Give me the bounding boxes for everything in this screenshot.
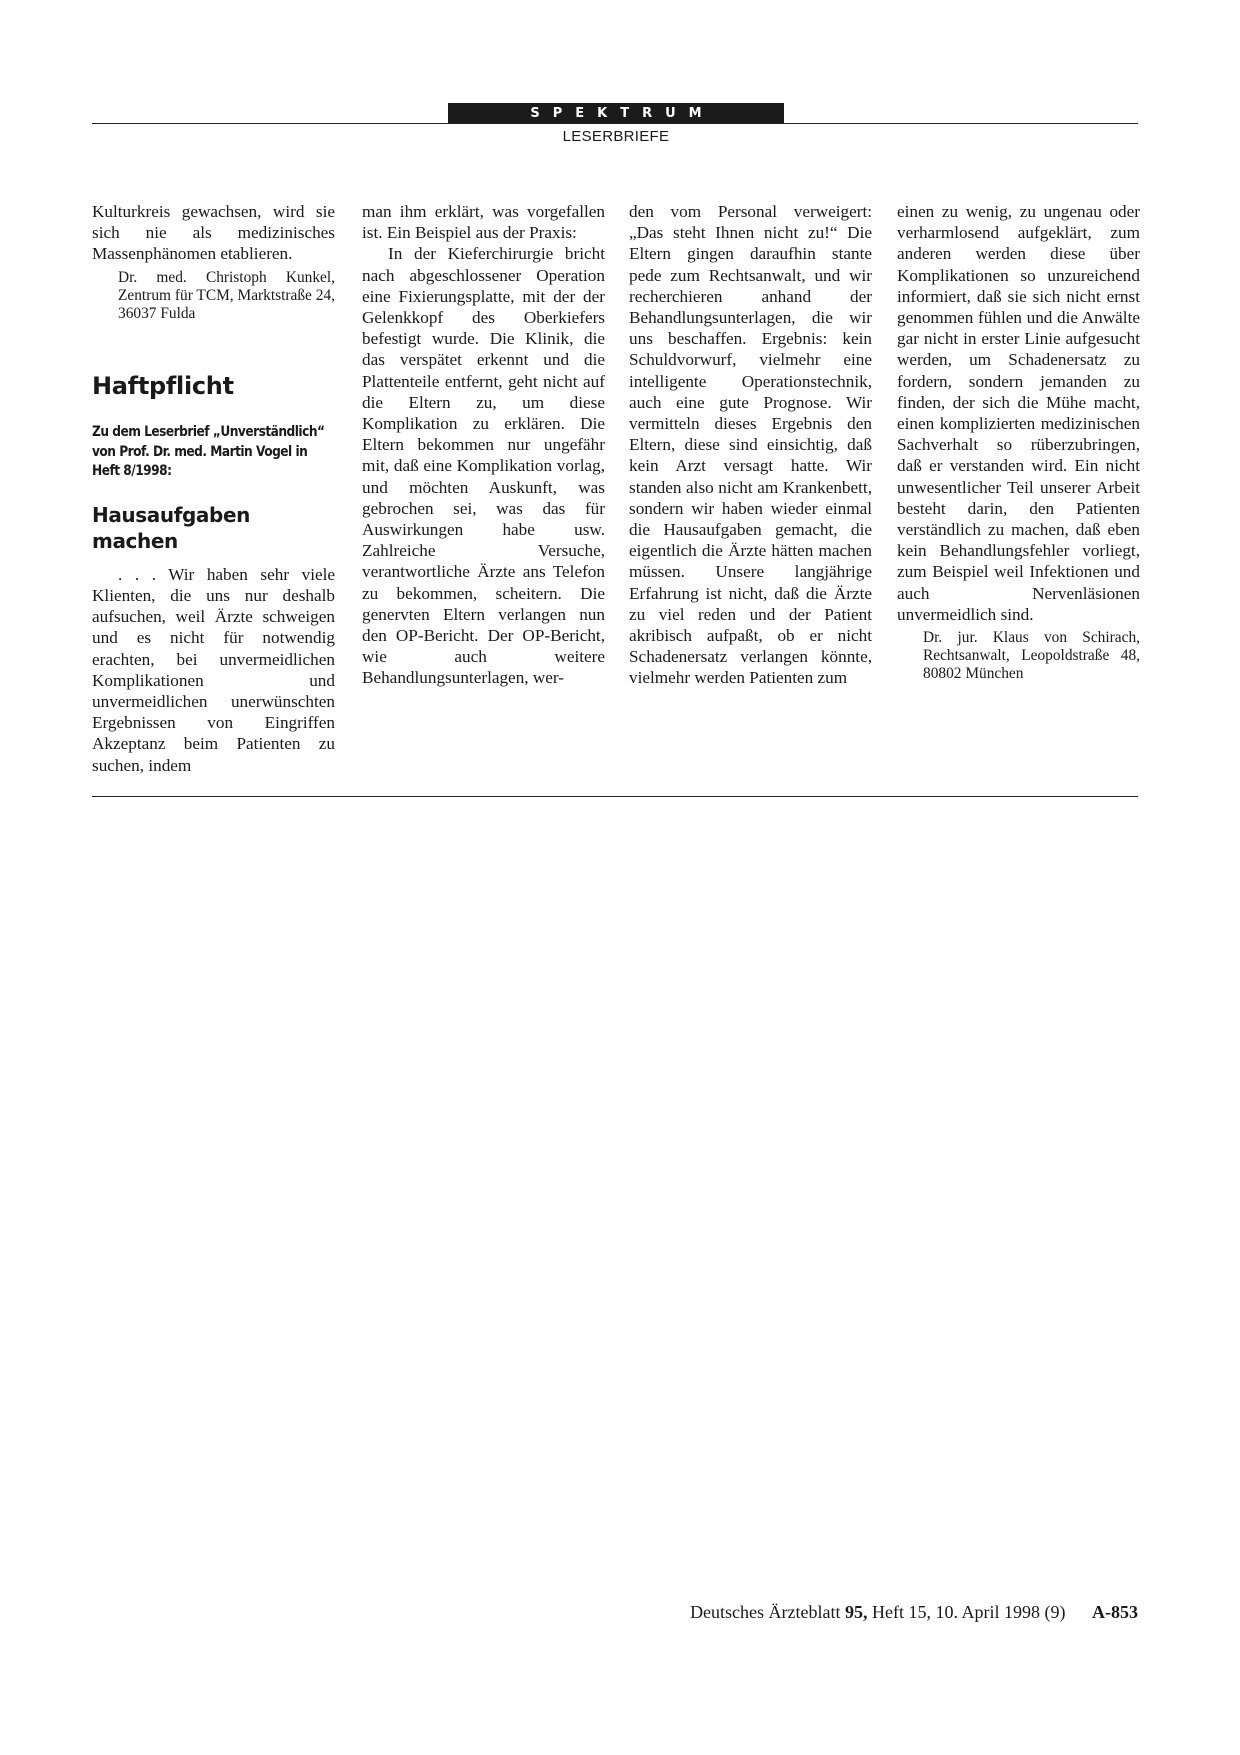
- page-footer: [690, 1602, 1138, 1623]
- column-1: [92, 201, 335, 776]
- letter-signature: Dr. jur. Klaus von Schirach, Rechtsanwalt, Leopoldstraße 48, 80802 München: [923, 629, 1140, 683]
- section-title: SPEKTRUM: [530, 106, 715, 121]
- letter-body: In der Kieferchirurgie bricht nach abgeschlossener Operation eine Fixierungsplatte, mit der der Gelenkkopf des Oberkiefers befestigt wurde. Die Klinik, die das verspätet erkennt und die Plattenteile entfernt, geht nicht auf die Eltern zu, um diese Komplikation zu erklären. Die Eltern bekommen nur ungefähr mit, daß eine Komplikation vorlag, und möchten Auskunft, was gebrochen sei, was das für Auswirkungen habe usw. Zahlreiche Versuche, verantwortliche Ärzte ans Telefon zu bekommen, scheitern. Die genervten Eltern verlangen nun den OP-Bericht. Der OP-Bericht, wie auch weitere Behandlungsunterlagen, wer-: [362, 244, 605, 688]
- column-4: [897, 201, 1140, 684]
- article-heading: Haftpflicht: [92, 372, 234, 401]
- letter-body: den vom Personal verweigert: „Das steht Ihnen nicht zu!“ Die Eltern gingen daraufhin stante pede zum Rechtsanwalt, und wir recherchieren anhand der Behandlungsunterlagen, die wir uns beschaffen. Ergebnis: kein Schuldvorwurf, vielmehr eine intelligente Operationstechnik, auch eine gute Prognose. Wir vermitteln dieses Ergebnis den Eltern, diese sind einsichtig, daß kein Arzt versagt hatte. Wir standen also nicht am Krankenbett, sondern wir haben wieder einmal die Hausaufgaben gemacht, die eigentlich die Ärzte hätten machen müssen. Unsere langjährige Erfahrung ist nicht, daß die Ärzte zu viel reden und der Patient akribisch aufpaßt, ob er nicht Schadenersatz verlangen könnte, vielmehr werden Patienten zum: [629, 202, 872, 688]
- letter-body: man ihm erklärt, was vorgefallen ist. Ein Beispiel aus der Praxis:: [362, 202, 605, 243]
- letter-signature: Dr. med. Christoph Kunkel, Zentrum für TCM, Marktstraße 24, 36037 Fulda: [118, 268, 335, 323]
- column-3: [629, 201, 872, 689]
- section-end-rule: [92, 796, 1138, 797]
- column-2: [362, 201, 605, 689]
- section-subtitle: LESERBRIEFE: [562, 128, 670, 145]
- header-rule: [92, 123, 1138, 124]
- page-number: A-853: [1092, 1602, 1138, 1622]
- journal-issue: Heft 15, 10. April 1998 (9): [872, 1602, 1066, 1622]
- letter-heading: Hausaufgaben machen: [92, 502, 250, 553]
- letter-body: einen zu wenig, zu ungenau oder verharmlosend aufgeklärt, zum anderen werden diese über Komplikationen so unzureichend informiert, daß sie sich nicht ernst genommen fühlen und die Anwälte gar nicht in erster Linie aufgesucht werden, um Schadenersatz zu fordern, sondern jemanden zu finden, der sich die Mühe macht, einen komplizierten medizinischen Sachverhalt so rüberzubringen, daß er verstanden wird. Ein nicht unwesentlicher Teil unserer Arbeit besteht darin, den Patienten verständlich zu machen, daß eben kein Behandlungsfehler vorliegt, zum Beispiel weil Infektionen und auch Nervenläsionen unvermeidlich sind.: [897, 202, 1140, 624]
- journal-volume: 95,: [845, 1602, 868, 1622]
- section-banner: [448, 103, 784, 124]
- letter-ending: Kulturkreis gewachsen, wird sie sich nie als medizinisches Massenphänomen etablieren.: [92, 202, 335, 264]
- journal-name: Deutsches Ärzteblatt: [690, 1602, 841, 1622]
- article-intro: Zu dem Leserbrief „Unverständlich“ von Prof. Dr. med. Martin Vogel in Heft 8/1998:: [92, 424, 325, 480]
- letter-body: . . . Wir haben sehr viele Klienten, die uns nur deshalb aufsuchen, weil Ärzte schweigen und es nicht für notwendig erachten, bei unvermeidlichen Komplikationen und unvermeidlichen unerwünschten Ergebnissen von Eingriffen Akzeptanz beim Patienten zu suchen, indem: [92, 564, 335, 775]
